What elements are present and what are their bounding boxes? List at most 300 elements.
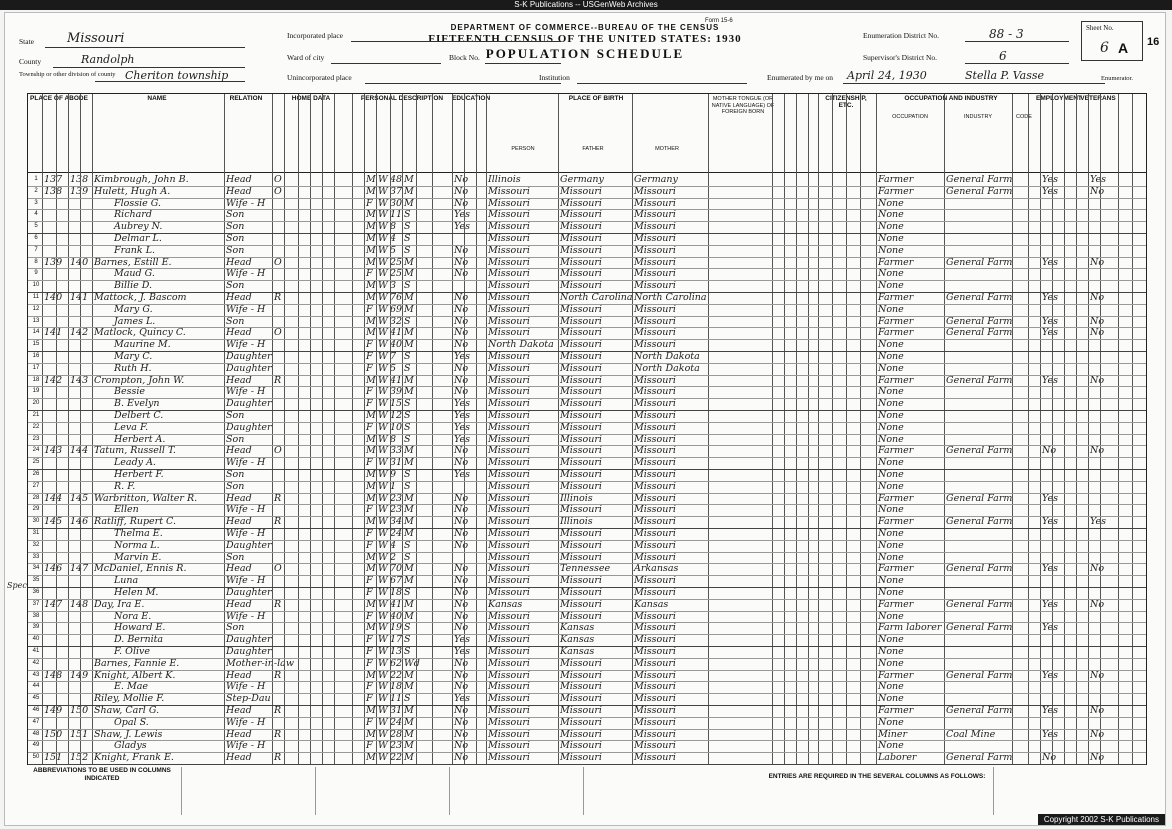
cell-ms: M xyxy=(404,528,414,539)
cell-p: Missouri xyxy=(488,681,530,693)
cell-p: Kansas xyxy=(488,598,523,610)
cell-f: Missouri xyxy=(560,421,602,433)
cell-vet: No xyxy=(1090,445,1105,457)
cell-name: Ruth H. xyxy=(114,362,152,374)
cell-emp: Yes xyxy=(1042,174,1058,185)
cell-fam: 147 xyxy=(70,563,89,575)
cell-p: Missouri xyxy=(488,516,530,528)
cell-n: 6 xyxy=(34,235,38,241)
cell-n: 40 xyxy=(32,636,40,643)
cell-vet: No xyxy=(1090,563,1105,575)
cell-f: Illinois xyxy=(560,492,593,504)
cell-p: Missouri xyxy=(488,410,530,421)
supervisor-label: Supervisor's District No. xyxy=(863,53,938,62)
cell-p: Missouri xyxy=(488,327,530,339)
cell-p: Missouri xyxy=(488,752,530,764)
cell-p: Missouri xyxy=(488,669,530,681)
cell-ms: S xyxy=(404,315,411,327)
cell-rel: Son xyxy=(226,244,245,256)
cell-p: Illinois xyxy=(488,174,521,185)
cell-race: W xyxy=(378,303,388,315)
cell-edu: No xyxy=(454,256,469,268)
cell-n: 50 xyxy=(32,754,40,761)
cell-rel: Wife - H xyxy=(226,386,266,398)
cell-f: Missouri xyxy=(560,280,602,292)
table-row xyxy=(28,693,1146,704)
cell-race: W xyxy=(378,233,388,244)
cell-n: 46 xyxy=(32,707,40,713)
cell-age: 76 xyxy=(390,292,403,303)
cell-edu: Yes xyxy=(454,209,470,221)
cell-occ: None xyxy=(878,351,904,362)
cell-sex: M xyxy=(366,622,376,634)
cell-n: 8 xyxy=(34,258,38,265)
cell-name: Flossie G. xyxy=(114,197,162,209)
cell-occ: None xyxy=(878,339,904,351)
cell-f: Missouri xyxy=(560,728,602,740)
cell-rel: Head xyxy=(226,445,252,457)
cell-m: Missouri xyxy=(634,492,676,504)
table-row xyxy=(28,209,1146,220)
cell-m: Missouri xyxy=(634,221,676,233)
cell-race: W xyxy=(378,327,388,339)
cell-name: Aubrey N. xyxy=(114,221,163,233)
cell-emp: Yes xyxy=(1042,292,1058,303)
cell-emp: Yes xyxy=(1042,516,1058,528)
cell-rel: Son xyxy=(226,469,245,480)
cell-p: Missouri xyxy=(488,728,530,740)
table-row xyxy=(28,717,1146,728)
cell-m: Missouri xyxy=(634,587,676,598)
cell-name: Ellen xyxy=(114,504,139,516)
cell-home: R xyxy=(274,728,282,740)
cell-race: W xyxy=(378,528,388,539)
cell-race: W xyxy=(378,410,388,421)
cell-dw: 146 xyxy=(44,563,63,575)
cell-n: 17 xyxy=(32,364,40,371)
cell-sex: M xyxy=(366,480,376,492)
table-row xyxy=(28,646,1146,657)
cell-race: W xyxy=(378,693,388,705)
cell-dw: 143 xyxy=(44,445,63,457)
cell-ind: General Farm xyxy=(946,752,1013,764)
cell-dw: 150 xyxy=(44,728,63,740)
cell-p: Missouri xyxy=(488,563,530,575)
table-row xyxy=(28,363,1146,374)
cell-rel: Daughter xyxy=(226,646,272,657)
table-row xyxy=(28,575,1146,586)
cell-ind: Coal Mine xyxy=(946,728,996,740)
cell-occ: Farmer xyxy=(878,598,914,610)
cell-sex: F xyxy=(366,504,373,516)
cell-name: Day, Ira E. xyxy=(94,598,145,610)
cell-age: 48 xyxy=(390,174,403,185)
cell-edu: No xyxy=(454,575,469,587)
cell-dw: 151 xyxy=(44,752,63,764)
cell-n: 43 xyxy=(32,671,40,678)
cell-age: 8 xyxy=(390,221,397,233)
cell-sex: M xyxy=(366,185,376,197)
cell-ms: S xyxy=(404,551,411,563)
cell-f: Missouri xyxy=(560,575,602,587)
cell-m: Missouri xyxy=(634,539,676,551)
cell-rel: Wife - H xyxy=(226,740,266,752)
cell-edu: No xyxy=(454,244,469,256)
cell-n: 41 xyxy=(32,648,40,654)
cell-sex: F xyxy=(366,587,373,598)
cell-race: W xyxy=(378,705,388,716)
table-row xyxy=(28,351,1146,362)
cell-rel: Head xyxy=(226,705,252,716)
cell-n: 18 xyxy=(32,376,40,383)
cell-name: Frank L. xyxy=(114,244,156,256)
cell-edu: No xyxy=(454,315,469,327)
cell-ms: M xyxy=(404,327,414,339)
cell-dw: 147 xyxy=(44,598,63,610)
cell-f: Missouri xyxy=(560,386,602,398)
cell-occ: None xyxy=(878,398,904,410)
cell-name: Matlock, Quincy C. xyxy=(94,327,186,339)
cell-sex: M xyxy=(366,221,376,233)
cell-occ: Farmer xyxy=(878,174,914,185)
cell-ms: S xyxy=(404,433,411,445)
cell-race: W xyxy=(378,622,388,634)
cell-ms: M xyxy=(404,705,414,716)
cell-occ: None xyxy=(878,457,904,469)
cell-sex: M xyxy=(366,492,376,504)
cell-name: Marvin E. xyxy=(114,551,162,563)
cell-rel: Daughter xyxy=(226,634,272,646)
cell-name: Gladys xyxy=(114,740,147,752)
table-row xyxy=(28,504,1146,515)
cell-m: Missouri xyxy=(634,209,676,221)
cell-age: 24 xyxy=(390,716,403,728)
cell-f: Missouri xyxy=(560,185,602,197)
cell-occ: None xyxy=(878,657,904,669)
table-row xyxy=(28,752,1146,763)
cell-rel: Son xyxy=(226,221,245,233)
cell-p: Missouri xyxy=(488,351,530,362)
county-label: County xyxy=(19,57,42,66)
cell-name: Kimbrough, John B. xyxy=(94,174,189,185)
table-row xyxy=(28,221,1146,232)
cell-m: Missouri xyxy=(634,303,676,315)
cell-occ: None xyxy=(878,480,904,492)
cell-edu: Yes xyxy=(454,351,470,362)
cell-vet: No xyxy=(1090,752,1105,764)
header-place-of-abode: PLACE OF ABODE xyxy=(30,95,88,102)
cell-p: Missouri xyxy=(488,185,530,197)
cell-name: Bessie xyxy=(114,386,146,398)
cell-sex: M xyxy=(366,669,376,681)
cell-occ: None xyxy=(878,610,904,622)
cell-n: 2 xyxy=(34,187,38,194)
cell-age: 69 xyxy=(390,303,403,315)
cell-age: 40 xyxy=(390,610,403,622)
cell-n: 39 xyxy=(32,624,40,631)
state-label: State xyxy=(19,37,34,46)
state-value: Missouri xyxy=(67,31,125,46)
cell-occ: Farmer xyxy=(878,492,914,504)
cell-p: Missouri xyxy=(488,445,530,457)
cell-sex: F xyxy=(366,740,373,752)
cell-p: Missouri xyxy=(488,268,530,280)
cell-m: Missouri xyxy=(634,410,676,421)
header-occupation: OCCUPATION AND INDUSTRY xyxy=(904,95,998,102)
cell-name: Shaw, Carl G. xyxy=(94,705,160,716)
cell-occ: None xyxy=(878,221,904,233)
cell-race: W xyxy=(378,244,388,256)
header-code: CODE xyxy=(1016,114,1032,120)
cell-rel: Wife - H xyxy=(226,268,266,280)
cell-p: Missouri xyxy=(488,634,530,646)
header-education: EDUCATION xyxy=(452,95,491,102)
cell-emp: Yes xyxy=(1042,185,1058,197)
cell-f: Missouri xyxy=(560,716,602,728)
cell-ms: S xyxy=(404,587,411,598)
cell-edu: No xyxy=(454,197,469,209)
cell-home: O xyxy=(274,256,282,268)
block-label: Block No. xyxy=(449,53,480,62)
cell-name: Crompton, John W. xyxy=(94,374,185,386)
cell-ms: S xyxy=(404,362,411,374)
cell-name: Mattock, J. Bascom xyxy=(94,292,187,303)
header-industry: INDUSTRY xyxy=(963,114,992,120)
cell-ms: S xyxy=(404,209,411,221)
schedule-title: POPULATION SCHEDULE xyxy=(485,46,685,61)
cell-fam: 149 xyxy=(70,669,89,681)
cell-p: Missouri xyxy=(488,469,530,480)
cell-occ: None xyxy=(878,504,904,516)
cell-sex: F xyxy=(366,386,373,398)
cell-name: Leady A. xyxy=(114,457,156,469)
cell-vet: No xyxy=(1090,705,1105,716)
cell-age: 17 xyxy=(390,634,403,646)
cell-n: 34 xyxy=(32,565,40,572)
copyright-notice: Copyright 2002 S-K Publications xyxy=(1038,814,1165,825)
cell-occ: Farmer xyxy=(878,445,914,457)
table-row xyxy=(28,516,1146,527)
cell-age: 4 xyxy=(390,539,397,551)
table-row xyxy=(28,611,1146,622)
cell-rel: Head xyxy=(226,327,252,339)
cell-ind: General Farm xyxy=(946,563,1013,575)
cell-name: Delmar L. xyxy=(114,233,162,244)
archive-banner xyxy=(0,0,1172,10)
cell-edu: No xyxy=(454,657,469,669)
cell-home: R xyxy=(274,292,282,303)
table-row xyxy=(28,434,1146,445)
table-row xyxy=(28,327,1146,338)
cell-f: Kansas xyxy=(560,634,595,646)
cell-race: W xyxy=(378,421,388,433)
cell-p: Missouri xyxy=(488,280,530,292)
cell-vet: No xyxy=(1090,185,1105,197)
cell-race: W xyxy=(378,634,388,646)
table-row xyxy=(28,552,1146,563)
cell-age: 4 xyxy=(390,233,397,244)
cell-sex: F xyxy=(366,610,373,622)
cell-m: Missouri xyxy=(634,516,676,528)
cell-f: Missouri xyxy=(560,457,602,469)
cell-occ: None xyxy=(878,575,904,587)
cell-occ: None xyxy=(878,386,904,398)
cell-ms: S xyxy=(404,421,411,433)
header-citizenship: CITIZENSHIP, ETC. xyxy=(825,95,867,109)
cell-n: 37 xyxy=(32,600,40,607)
cell-name: F. Olive xyxy=(114,646,151,657)
cell-race: W xyxy=(378,563,388,575)
cell-age: 10 xyxy=(390,421,403,433)
cell-edu: No xyxy=(454,752,469,764)
cell-ind: General Farm xyxy=(946,598,1013,610)
cell-n: 3 xyxy=(34,199,38,206)
cell-dw: 140 xyxy=(44,292,63,303)
cell-n: 15 xyxy=(32,341,40,348)
cell-p: Missouri xyxy=(488,528,530,539)
cell-age: 30 xyxy=(390,197,403,209)
cell-p: North Dakota xyxy=(488,339,554,351)
cell-rel: Wife - H xyxy=(226,457,266,469)
table-row xyxy=(28,386,1146,397)
form-number: Form 15-6 xyxy=(705,18,733,24)
cell-n: 49 xyxy=(32,742,40,749)
cell-occ: None xyxy=(878,646,904,657)
form-footer xyxy=(27,765,1145,819)
cell-edu: No xyxy=(454,622,469,634)
cell-emp: Yes xyxy=(1042,622,1058,634)
cell-rel: Head xyxy=(226,174,252,185)
cell-ind: General Farm xyxy=(946,622,1013,634)
cell-fam: 152 xyxy=(70,752,89,764)
cell-age: 13 xyxy=(390,646,403,657)
cell-p: Missouri xyxy=(488,197,530,209)
cell-vet: No xyxy=(1090,728,1105,740)
sheet-number: 6 xyxy=(1100,40,1109,56)
cell-name: McDaniel, Ennis R. xyxy=(94,563,187,575)
cell-rel: Mother-in-law xyxy=(226,657,294,669)
table-row xyxy=(28,729,1146,740)
cell-age: 5 xyxy=(390,362,397,374)
cell-name: Knight, Frank E. xyxy=(94,752,174,764)
table-row xyxy=(28,280,1146,291)
cell-rel: Head xyxy=(226,669,252,681)
cell-ind: General Farm xyxy=(946,374,1013,386)
cell-sex: F xyxy=(366,716,373,728)
cell-fam: 141 xyxy=(70,292,89,303)
cell-sex: F xyxy=(366,303,373,315)
cell-n: 29 xyxy=(32,506,40,513)
cell-rel: Son xyxy=(226,480,245,492)
cell-sex: M xyxy=(366,315,376,327)
cell-age: 40 xyxy=(390,339,403,351)
cell-edu: No xyxy=(454,598,469,610)
cell-rel: Wife - H xyxy=(226,716,266,728)
cell-p: Missouri xyxy=(488,421,530,433)
cell-occ: None xyxy=(878,740,904,752)
cell-n: 16 xyxy=(32,353,40,359)
cell-race: W xyxy=(378,716,388,728)
cell-sex: M xyxy=(366,598,376,610)
cell-p: Missouri xyxy=(488,646,530,657)
cell-edu: Yes xyxy=(454,469,470,480)
cell-m: Missouri xyxy=(634,421,676,433)
cell-occ: Farmer xyxy=(878,705,914,716)
cell-age: 23 xyxy=(390,740,403,752)
county-value: Randolph xyxy=(81,53,135,66)
cell-age: 31 xyxy=(390,705,403,716)
cell-ms: M xyxy=(404,575,414,587)
cell-edu: No xyxy=(454,185,469,197)
cell-n: 21 xyxy=(32,412,40,418)
cell-name: R. F. xyxy=(114,480,136,492)
cell-occ: None xyxy=(878,693,904,705)
cell-ms: M xyxy=(404,292,414,303)
cell-f: Missouri xyxy=(560,445,602,457)
cell-edu: No xyxy=(454,587,469,598)
cell-race: W xyxy=(378,351,388,362)
cell-occ: Farmer xyxy=(878,374,914,386)
cell-rel: Daughter xyxy=(226,539,272,551)
cell-name: Warbritton, Walter R. xyxy=(94,492,198,504)
cell-race: W xyxy=(378,292,388,303)
cell-ms: M xyxy=(404,504,414,516)
cell-occ: None xyxy=(878,421,904,433)
cell-age: 39 xyxy=(390,386,403,398)
cell-m: Missouri xyxy=(634,740,676,752)
cell-p: Missouri xyxy=(488,433,530,445)
cell-edu: No xyxy=(454,339,469,351)
cell-age: 33 xyxy=(390,445,403,457)
cell-name: Billie D. xyxy=(114,280,153,292)
cell-ms: S xyxy=(404,351,411,362)
cell-m: Arkansas xyxy=(634,563,679,575)
cell-m: Missouri xyxy=(634,528,676,539)
cell-race: W xyxy=(378,256,388,268)
cell-edu: Yes xyxy=(454,221,470,233)
cell-edu: No xyxy=(454,292,469,303)
cell-f: Missouri xyxy=(560,303,602,315)
cell-rel: Son xyxy=(226,209,245,221)
cell-race: W xyxy=(378,610,388,622)
cell-f: North Carolina xyxy=(560,292,633,303)
cell-ms: S xyxy=(404,398,411,410)
table-row xyxy=(28,634,1146,645)
cell-rel: Wife - H xyxy=(226,197,266,209)
cell-rel: Wife - H xyxy=(226,303,266,315)
cell-f: Missouri xyxy=(560,740,602,752)
cell-n: 11 xyxy=(32,294,40,300)
table-row xyxy=(28,245,1146,256)
cell-edu: Yes xyxy=(454,634,470,646)
cell-f: Missouri xyxy=(560,598,602,610)
cell-n: 7 xyxy=(34,246,38,253)
cell-race: W xyxy=(378,587,388,598)
cell-sex: M xyxy=(366,728,376,740)
cell-race: W xyxy=(378,315,388,327)
cell-m: Missouri xyxy=(634,575,676,587)
cell-sex: F xyxy=(366,681,373,693)
cell-ms: M xyxy=(404,445,414,457)
header-place-of-birth: PLACE OF BIRTH xyxy=(568,95,624,102)
table-row xyxy=(28,540,1146,551)
table-row xyxy=(28,398,1146,409)
cell-ms: S xyxy=(404,634,411,646)
cell-name: Maurine M. xyxy=(114,339,171,351)
cell-edu: No xyxy=(454,528,469,539)
cell-age: 19 xyxy=(390,622,403,634)
cell-rel: Head xyxy=(226,292,252,303)
